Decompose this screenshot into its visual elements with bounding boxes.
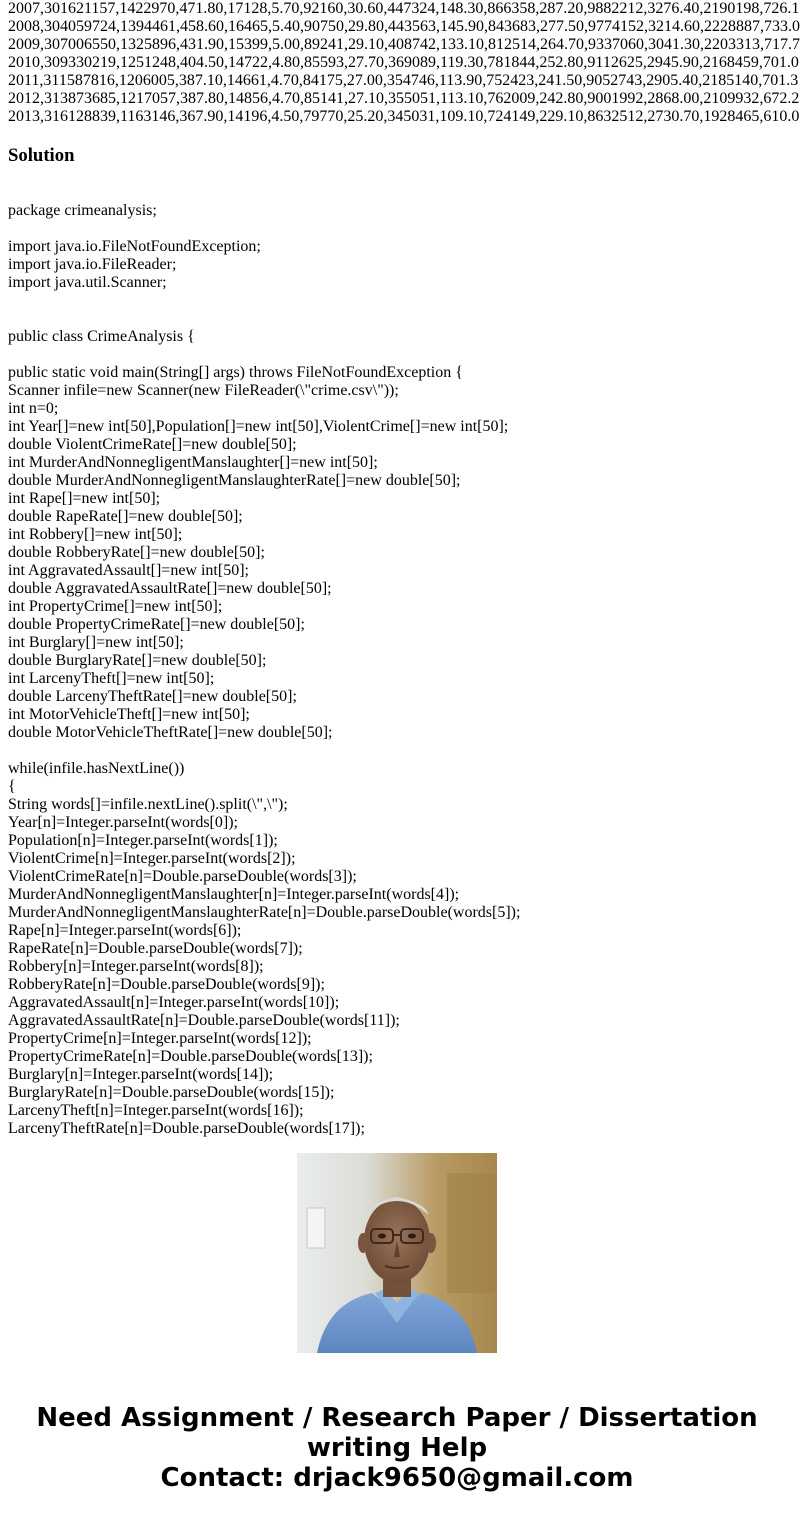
code-line: int PropertyCrime[]=new int[50]; bbox=[8, 598, 223, 615]
code-line: while(infile.hasNextLine()) bbox=[8, 760, 185, 777]
code-line: int n=0; bbox=[8, 400, 59, 417]
code-line: Burglary[n]=Integer.parseInt(words[14]); bbox=[8, 1066, 274, 1083]
code-line: Rape[n]=Integer.parseInt(words[6]); bbox=[8, 922, 242, 939]
code-line: LarcenyTheftRate[n]=Double.parseDouble(words[17]); bbox=[8, 1120, 365, 1137]
promo-line-1: Need Assignment / Research Paper / Dissertation bbox=[36, 1403, 758, 1433]
csv-line-2012: 2012,313873685,1217057,387.80,14856,4.70,85141,27.10,355051,113.10,762009,242.80,9001992,2868.00,2109932,672.2 bbox=[8, 90, 800, 107]
csv-line-2010: 2010,309330219,1251248,404.50,14722,4.80,85593,27.70,369089,119.30,781844,252.80,9112625,2945.90,2168459,701.0 bbox=[8, 54, 799, 71]
code-line: double ViolentCrimeRate[]=new double[50]; bbox=[8, 436, 297, 453]
code-line: double RapeRate[]=new double[50]; bbox=[8, 508, 243, 525]
code-line: ViolentCrimeRate[n]=Double.parseDouble(words[3]); bbox=[8, 868, 357, 885]
code-line: double LarcenyTheftRate[]=new double[50]; bbox=[8, 688, 297, 705]
code-line: { bbox=[8, 778, 16, 795]
code-line: double MotorVehicleTheftRate[]=new double[50]; bbox=[8, 724, 333, 741]
csv-line-2007: 2007,301621157,1422970,471.80,17128,5.70,92160,30.60,447324,148.30,866358,287.20,9882212,3276.40,2190198,726.1 bbox=[8, 0, 800, 17]
csv-data-block bbox=[8, 0, 800, 126]
code-line: double PropertyCrimeRate[]=new double[50]; bbox=[8, 616, 305, 633]
csv-line-2008: 2008,304059724,1394461,458.60,16465,5.40,90750,29.80,443563,145.90,843683,277.50,9774152,3214.60,2228887,733.0 bbox=[8, 18, 800, 35]
code-line: int AggravatedAssault[]=new int[50]; bbox=[8, 562, 249, 579]
code-line: MurderAndNonnegligentManslaughterRate[n]=Double.parseDouble(words[5]); bbox=[8, 904, 521, 921]
code-line: Robbery[n]=Integer.parseInt(words[8]); bbox=[8, 958, 264, 975]
promo-line-2: writing Help bbox=[306, 1433, 488, 1463]
code-line: int Rape[]=new int[50]; bbox=[8, 490, 161, 507]
csv-line-2011: 2011,311587816,1206005,387.10,14661,4.70,84175,27.00,354746,113.90,752423,241.50,9052743,2905.40,2185140,701.3 bbox=[8, 72, 799, 89]
package-line: package crimeanalysis; bbox=[8, 202, 157, 219]
code-line: int MurderAndNonnegligentManslaughter[]=new int[50]; bbox=[8, 454, 378, 471]
code-line: double RobberyRate[]=new double[50]; bbox=[8, 544, 265, 561]
solution-heading: Solution bbox=[8, 145, 75, 166]
main-block bbox=[8, 364, 788, 742]
code-line: RapeRate[n]=Double.parseDouble(words[7]); bbox=[8, 940, 303, 957]
code-line: String words[]=infile.nextLine().split(\",\"); bbox=[8, 796, 288, 813]
code-line: double MurderAndNonnegligentManslaughterRate[]=new double[50]; bbox=[8, 472, 461, 489]
code-line: double AggravatedAssaultRate[]=new double[50]; bbox=[8, 580, 332, 597]
author-avatar bbox=[297, 1153, 497, 1353]
code-line: int MotorVehicleTheft[]=new int[50]; bbox=[8, 706, 250, 723]
author-portrait-image bbox=[297, 1153, 497, 1353]
java-code-listing bbox=[8, 202, 788, 1137]
csv-line-2009: 2009,307006550,1325896,431.90,15399,5.00,89241,29.10,408742,133.10,812514,264.70,9337060,3041.30,2203313,717.7 bbox=[8, 36, 800, 53]
code-line: Population[n]=Integer.parseInt(words[1]); bbox=[8, 832, 278, 849]
code-line: Scanner infile=new Scanner(new FileReader(\"crime.csv\")); bbox=[8, 382, 399, 399]
code-line: Year[n]=Integer.parseInt(words[0]); bbox=[8, 814, 238, 831]
code-line: int Robbery[]=new int[50]; bbox=[8, 526, 183, 543]
code-line: ViolentCrime[n]=Integer.parseInt(words[2]); bbox=[8, 850, 296, 867]
code-line: int Burglary[]=new int[50]; bbox=[8, 634, 184, 651]
import-line: import java.util.Scanner; bbox=[8, 274, 167, 291]
code-line: AggravatedAssault[n]=Integer.parseInt(words[10]); bbox=[8, 994, 340, 1011]
import-line: import java.io.FileReader; bbox=[8, 256, 177, 273]
code-line: MurderAndNonnegligentManslaughter[n]=Integer.parseInt(words[4]); bbox=[8, 886, 460, 903]
code-line: LarcenyTheft[n]=Integer.parseInt(words[16]); bbox=[8, 1102, 304, 1119]
loop-block bbox=[8, 760, 788, 1138]
code-line: int LarcenyTheft[]=new int[50]; bbox=[8, 670, 215, 687]
import-line: import java.io.FileNotFoundException; bbox=[8, 238, 261, 255]
promo-banner bbox=[0, 1403, 794, 1493]
code-line: AggravatedAssaultRate[n]=Double.parseDouble(words[11]); bbox=[8, 1012, 400, 1029]
code-line: BurglaryRate[n]=Double.parseDouble(words[15]); bbox=[8, 1084, 335, 1101]
code-line: PropertyCrimeRate[n]=Double.parseDouble(words[13]); bbox=[8, 1048, 373, 1065]
class-declaration: public class CrimeAnalysis { bbox=[8, 328, 195, 345]
code-line: double BurglaryRate[]=new double[50]; bbox=[8, 652, 267, 669]
contact-line: Contact: drjack9650@gmail.com bbox=[160, 1463, 634, 1493]
code-line: RobberyRate[n]=Double.parseDouble(words[9]); bbox=[8, 976, 325, 993]
code-line: PropertyCrime[n]=Integer.parseInt(words[12]); bbox=[8, 1030, 312, 1047]
csv-line-2013: 2013,316128839,1163146,367.90,14196,4.50,79770,25.20,345031,109.10,724149,229.10,8632512,2730.70,1928465,610.0 bbox=[8, 108, 800, 125]
code-line: int Year[]=new int[50],Population[]=new int[50],ViolentCrime[]=new int[50]; bbox=[8, 418, 509, 435]
code-line: public static void main(String[] args) throws FileNotFoundException { bbox=[8, 364, 463, 381]
